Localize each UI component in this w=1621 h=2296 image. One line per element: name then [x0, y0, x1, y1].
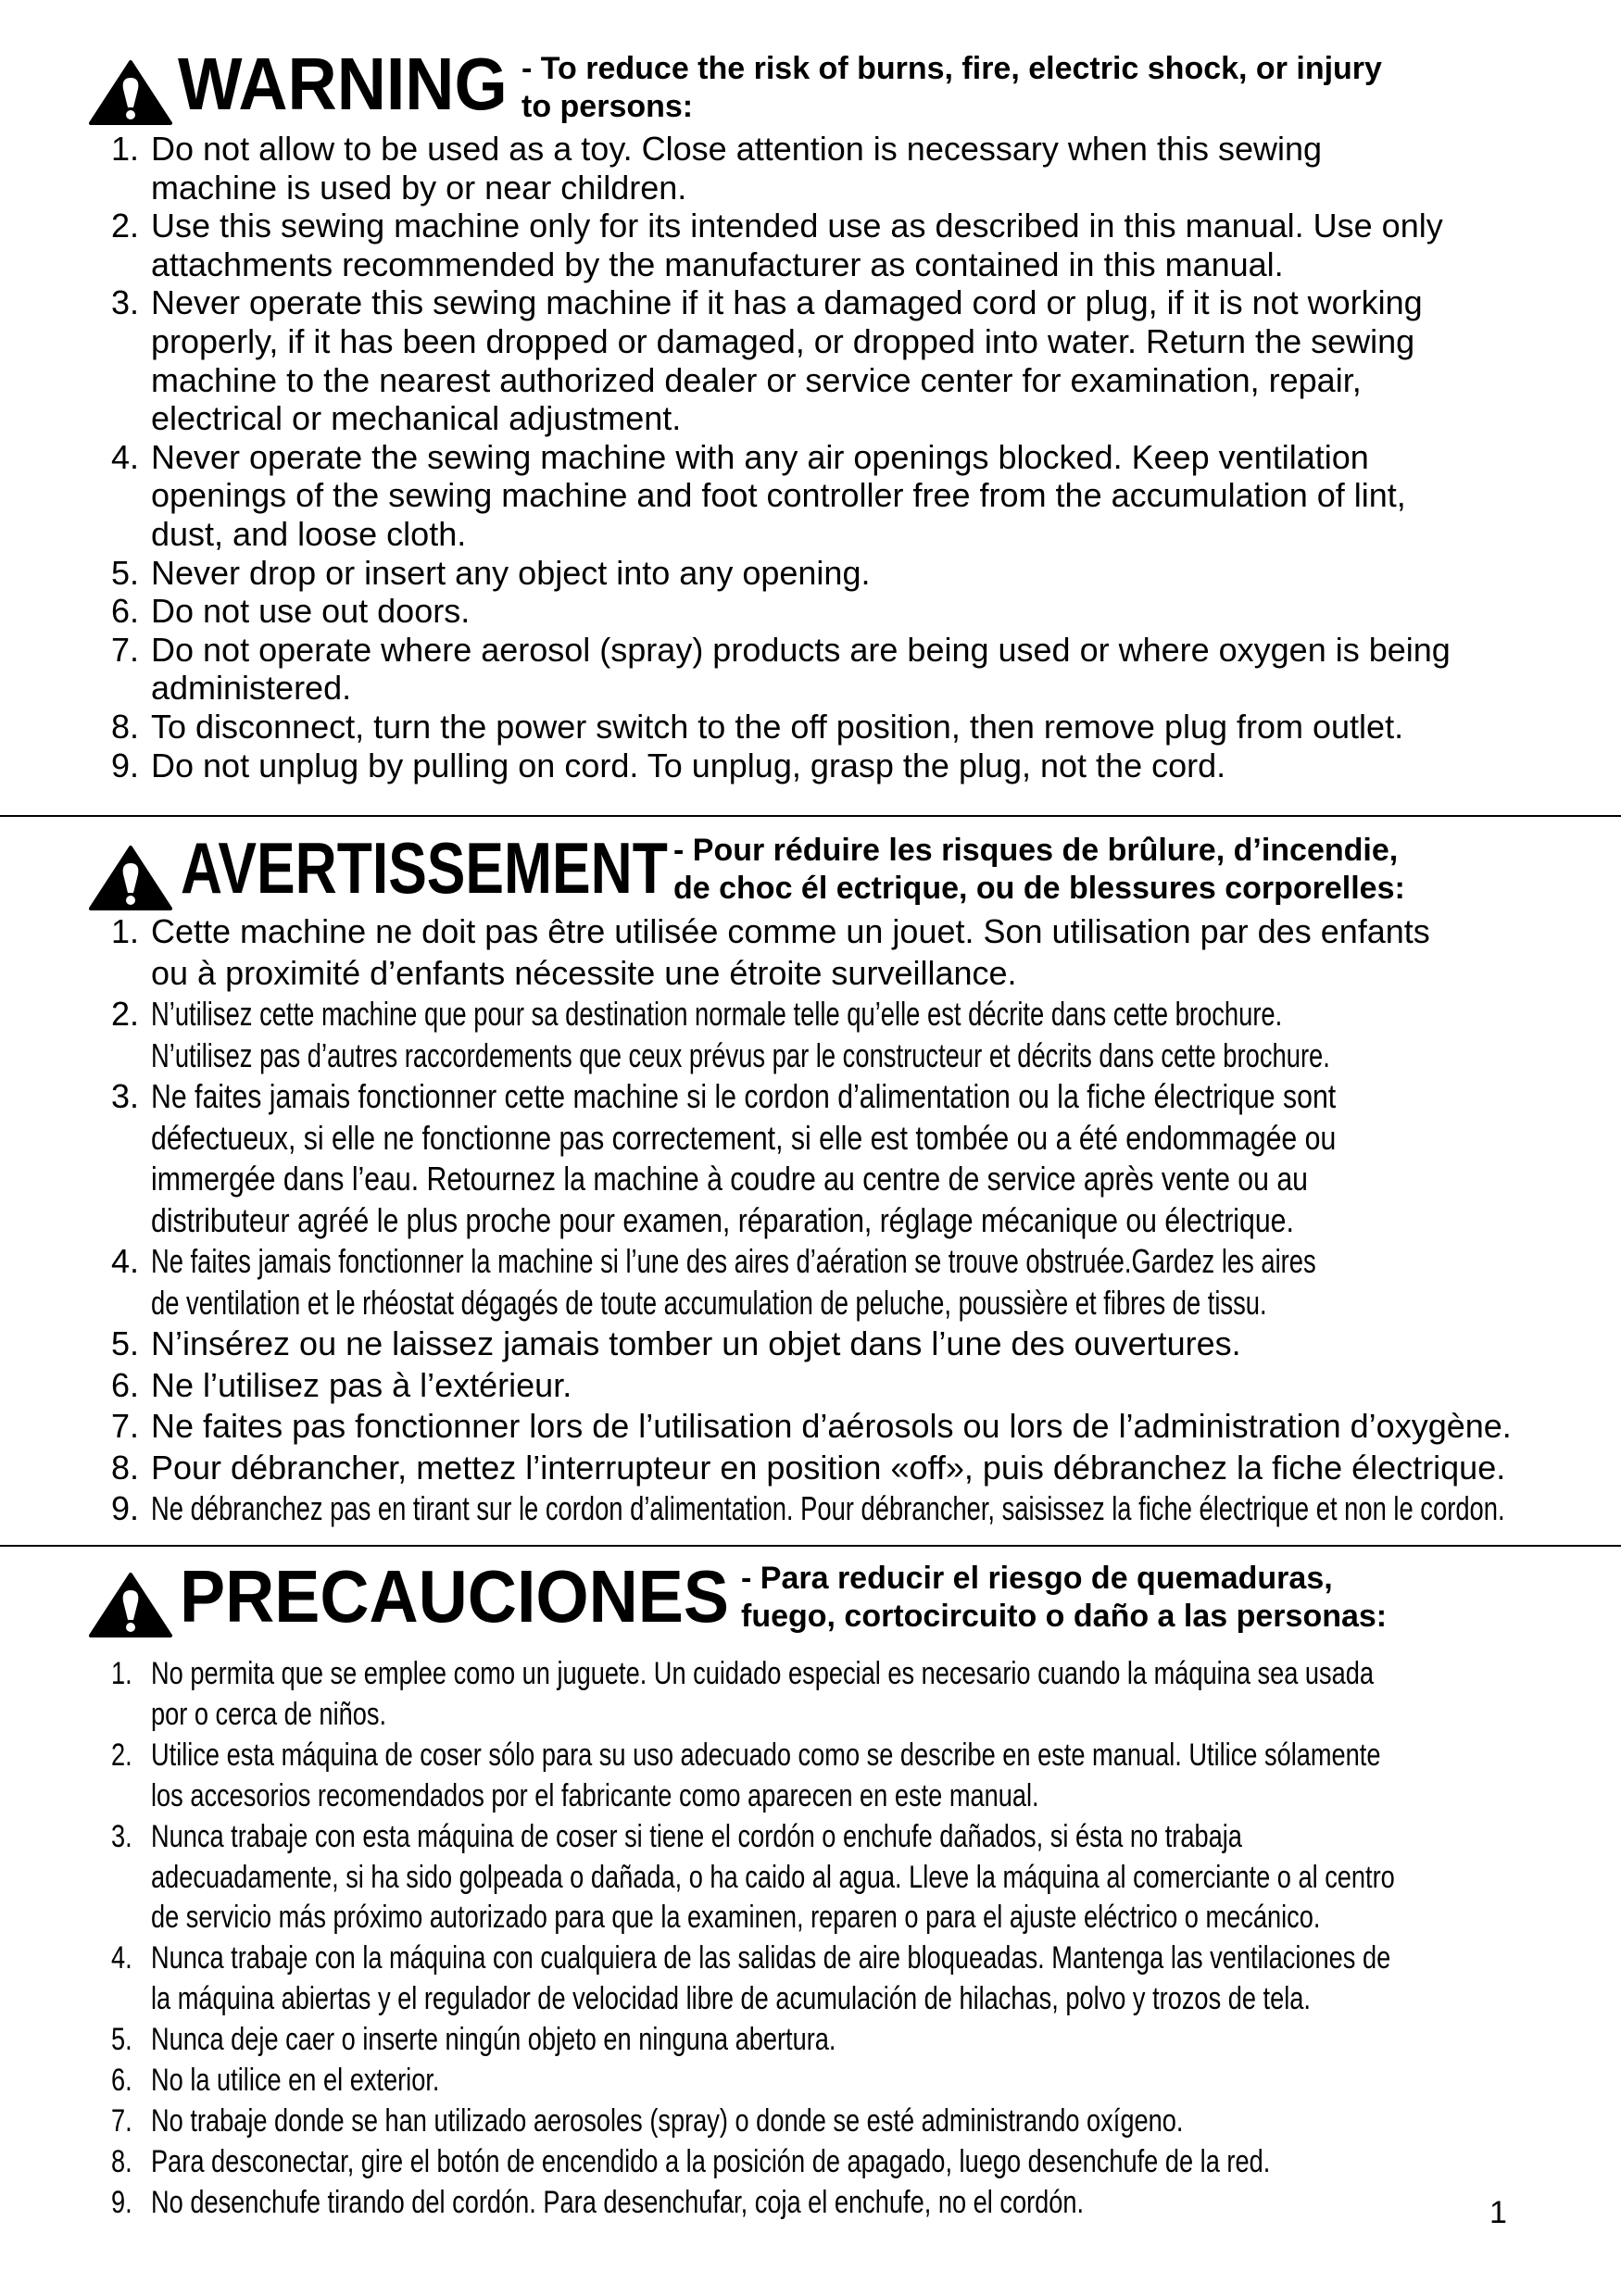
item-text: Ne faites jamais fonctionner la machine si l’une des aires d’aération se trouve obstruée.Gardez les aires	[151, 1242, 1316, 1280]
item-number: 1.	[111, 1656, 132, 1691]
warning-subtitle	[521, 50, 1382, 126]
list-item	[111, 554, 1451, 593]
warning-subtitle-line: to persons:	[521, 89, 694, 124]
list-item	[111, 1817, 1621, 1939]
item-text: Do not use out doors.	[151, 592, 471, 631]
list-item	[111, 2183, 1621, 2224]
list-item	[111, 438, 1451, 554]
warning-triangle-icon	[88, 59, 173, 126]
list-item	[111, 592, 1451, 631]
section-divider	[0, 1545, 1621, 1547]
item-text: dust, and loose cloth.	[151, 514, 467, 553]
item-number: 8.	[111, 2143, 132, 2179]
warning-subtitle	[673, 832, 1405, 908]
list-item	[111, 2102, 1621, 2142]
item-number: 5.	[111, 1324, 140, 1362]
item-number: 4.	[111, 1940, 132, 1976]
item-text: machine is used by or near children.	[151, 168, 687, 207]
warning-title: PRECAUCIONES	[180, 1555, 729, 1637]
list-item	[111, 207, 1451, 283]
list-item	[111, 283, 1451, 437]
item-text: Pour débrancher, mettez l’interrupteur en position «off», puis débranchez la fiche électrique.	[151, 1448, 1506, 1487]
list-item	[111, 631, 1451, 708]
item-text: Use this sewing machine only for its intended use as described in this manual. Use only	[151, 207, 1443, 245]
item-text: No desenchufe tirando del cordón. Para desenchufar, coja el enchufe, no el cordón.	[151, 2184, 1085, 2220]
list-item	[111, 1736, 1621, 1817]
item-text: Ne l’utilisez pas à l’extérieur.	[151, 1365, 572, 1404]
warning-subtitle-line: - To reduce the risk of burns, fire, electric shock, or injury	[521, 51, 1382, 86]
list-item	[111, 994, 1621, 1076]
list-item	[111, 1365, 1621, 1407]
list-item	[111, 1324, 1621, 1365]
warning-list	[111, 911, 1621, 1530]
item-number: 3.	[111, 1818, 132, 1854]
item-text: N’utilisez cette machine que pour sa destination normale telle qu’elle est décrite dans cette brochure.	[151, 995, 1283, 1033]
item-number: 7.	[111, 2102, 132, 2139]
item-text: No trabaje donde se han utilizado aerosoles (spray) o donde se esté administrando oxígeno.	[151, 2102, 1184, 2139]
item-text: ou à proximité d’enfants nécessite une étroite surveillance.	[151, 953, 1017, 992]
list-item	[111, 1448, 1621, 1489]
item-number: 7.	[111, 1407, 140, 1445]
item-text: electrical or mechanical adjustment.	[151, 399, 682, 438]
item-text: Never operate the sewing machine with any air openings blocked. Keep ventilation	[151, 437, 1369, 476]
item-number: 6.	[111, 2063, 132, 2099]
list-item	[111, 2020, 1621, 2061]
item-number: 9.	[111, 1489, 140, 1527]
item-number: 6.	[111, 1365, 140, 1404]
item-text: Do not allow to be used as a toy. Close attention is necessary when this sewing	[151, 130, 1323, 168]
item-text: los accesorios recomendados por el fabricante como aparecen en este manual.	[151, 1777, 1039, 1813]
item-text: No la utilice en el exterior.	[151, 2063, 440, 2099]
list-item	[111, 1938, 1621, 2020]
item-text: No permita que se emplee como un juguete. Un cuidado especial es necesario cuando la máquina sea usada	[151, 1656, 1375, 1691]
item-text: attachments recommended by the manufacturer as contained in this manual.	[151, 245, 1284, 283]
item-text: adecuadamente, si ha sido golpeada o dañada, o ha caido al agua. Lleve la máquina al comerciante o al centro	[151, 1859, 1395, 1895]
item-text: immergée dans l’eau. Retournez la machine à coudre au centre de service après vente ou au	[151, 1160, 1308, 1198]
list-item	[111, 2061, 1621, 2102]
item-text: por o cerca de niños.	[151, 1696, 387, 1732]
list-item	[111, 130, 1451, 207]
list-item	[111, 1076, 1621, 1241]
list-item	[111, 1241, 1621, 1324]
item-number: 7.	[111, 630, 140, 669]
item-text: To disconnect, turn the power switch to the off position, then remove plug from outlet.	[151, 707, 1404, 746]
list-item	[111, 2142, 1621, 2183]
item-number: 1.	[111, 912, 140, 950]
item-number: 3.	[111, 283, 140, 322]
item-number: 6.	[111, 592, 140, 631]
item-number: 3.	[111, 1077, 140, 1115]
item-text: Never operate this sewing machine if it has a damaged cord or plug, if it is not working	[151, 283, 1423, 322]
item-number: 1.	[111, 130, 140, 168]
list-item	[111, 1488, 1621, 1530]
item-number: 4.	[111, 1242, 140, 1280]
warning-list	[111, 1654, 1621, 2224]
item-number: 2.	[111, 207, 140, 245]
item-text: distributeur agréé le plus proche pour examen, réparation, réglage mécanique ou électrique.	[151, 1200, 1294, 1239]
item-text: Do not unplug by pulling on cord. To unplug, grasp the plug, not the cord.	[151, 746, 1226, 784]
list-item	[111, 747, 1451, 785]
warning-subtitle-line: - Para reducir el riesgo de quemaduras,	[741, 1561, 1333, 1596]
item-text: properly, if it has been dropped or damaged, or dropped into water. Return the sewing	[151, 321, 1415, 360]
page-number: 1	[1489, 2195, 1507, 2230]
warning-title: WARNING	[178, 43, 508, 125]
item-number: 5.	[111, 553, 140, 592]
item-text: administered.	[151, 669, 352, 708]
warning-subtitle-line: fuego, cortocircuito o daño a las personas:	[741, 1599, 1388, 1634]
item-text: Ne débranchez pas en tirant sur le cordon d’alimentation. Pour débrancher, saisissez la fiche électrique et non le cordon.	[151, 1489, 1505, 1527]
item-text: Nunca trabaje con esta máquina de coser si tiene el cordón o enchufe dañados, si ésta no trabaja	[151, 1818, 1242, 1854]
item-text: de ventilation et le rhéostat dégagés de toute accumulation de peluche, poussière et fibres de tissu.	[151, 1283, 1267, 1322]
item-number: 8.	[111, 1448, 140, 1487]
list-item	[111, 911, 1621, 994]
item-number: 2.	[111, 1737, 132, 1773]
item-number: 5.	[111, 2022, 132, 2058]
item-number: 8.	[111, 707, 140, 746]
warning-triangle-icon	[88, 845, 173, 911]
item-text: Cette machine ne doit pas être utilisée comme un jouet. Son utilisation par des enfants	[151, 912, 1430, 950]
item-number: 9.	[111, 746, 140, 784]
item-text: Nunca deje caer o inserte ningún objeto en ninguna abertura.	[151, 2022, 836, 2058]
warning-subtitle-line: - Pour réduire les risques de brûlure, d’incendie,	[673, 833, 1399, 868]
item-text: Do not operate where aerosol (spray) products are being used or where oxygen is being	[151, 630, 1451, 669]
warning-triangle-icon	[88, 1572, 173, 1638]
item-text: Ne faites jamais fonctionner cette machine si le cordon d’alimentation ou la fiche électrique sont	[151, 1077, 1337, 1115]
item-text: défectueux, si elle ne fonctionne pas correctement, si elle est tombée ou a été endommagée ou	[151, 1118, 1337, 1157]
item-text: Para desconectar, gire el botón de encendido a la posición de apagado, luego desenchufe de la red.	[151, 2143, 1271, 2179]
warning-subtitle-line: de choc él ectrique, ou de blessures corporelles:	[673, 871, 1405, 906]
item-text: machine to the nearest authorized dealer or service center for examination, repair,	[151, 360, 1362, 399]
item-text: openings of the sewing machine and foot controller free from the accumulation of lint,	[151, 476, 1406, 515]
item-text: la máquina abiertas y el regulador de velocidad libre de acumulación de hilachas, polvo y trozos de tela.	[151, 1981, 1311, 2017]
item-number: 4.	[111, 437, 140, 476]
list-item	[111, 1654, 1621, 1736]
warning-title: AVERTISSEMENT	[181, 827, 668, 909]
item-number: 9.	[111, 2184, 132, 2220]
item-text: N’insérez ou ne laissez jamais tomber un objet dans l’une des ouvertures.	[151, 1324, 1241, 1362]
item-text: Ne faites pas fonctionner lors de l’utilisation d’aérosols ou lors de l’administration d’oxygène.	[151, 1407, 1512, 1445]
list-item	[111, 1406, 1621, 1448]
item-text: de servicio más próximo autorizado para que la examinen, reparen o para el ajuste eléctrico o mecánico.	[151, 1900, 1321, 1936]
item-text: Utilice esta máquina de coser sólo para su uso adecuado como se describe en este manual. Utilice sólamente	[151, 1737, 1381, 1773]
warning-list	[111, 130, 1451, 784]
item-text: Never drop or insert any object into any opening.	[151, 553, 871, 592]
item-text: Nunca trabaje con la máquina con cualquiera de las salidas de aire bloqueadas. Mantenga las ventilaciones de	[151, 1940, 1391, 1976]
list-item	[111, 708, 1451, 747]
item-number: 2.	[111, 995, 140, 1033]
item-text: N’utilisez pas d’autres raccordements que ceux prévus par le constructeur et décrits dans cette brochure.	[151, 1035, 1330, 1074]
section-divider	[0, 815, 1621, 817]
warning-subtitle	[741, 1560, 1387, 1636]
